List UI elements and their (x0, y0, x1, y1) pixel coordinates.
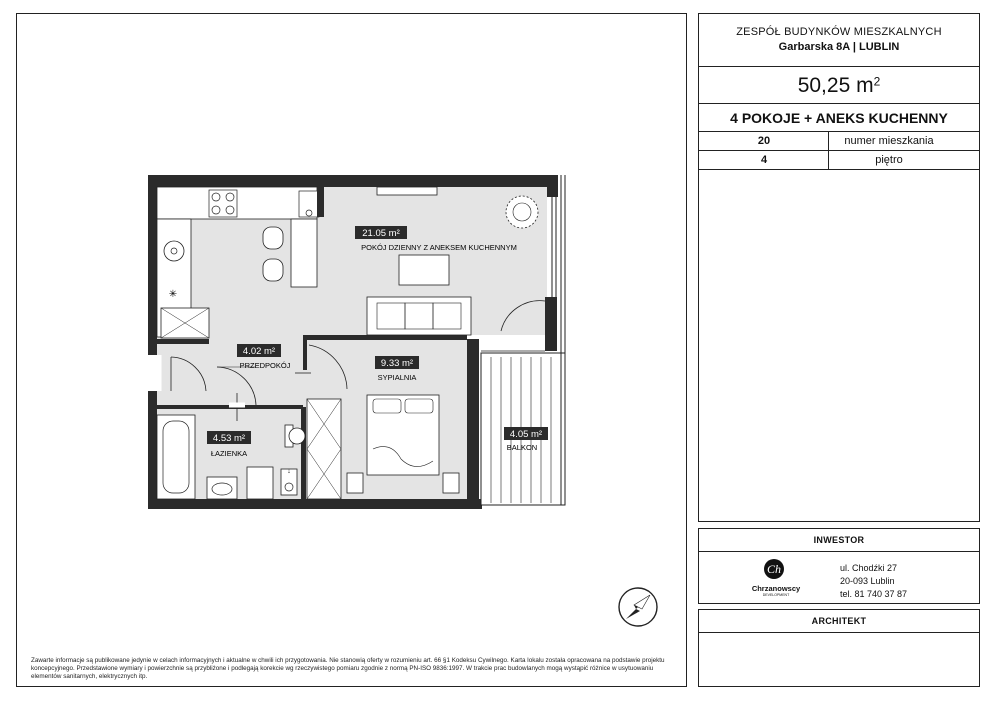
room-area-label: 4.02 m² (242, 346, 276, 357)
wall-bed-left (303, 340, 307, 370)
plan-frame (16, 13, 687, 687)
investor-phone: tel. 81 740 37 87 (840, 589, 908, 599)
bed (367, 395, 439, 475)
investor-address (840, 562, 907, 601)
floor-label: piętro (875, 154, 903, 166)
wall-bedroom-right (467, 339, 479, 509)
room-name-label: POKÓJ DZIENNY Z ANEKSEM KUCHENNYM (361, 243, 517, 252)
unit-number-value: 20 (757, 135, 771, 147)
unit-number-row (699, 132, 979, 151)
investor-header: INWESTOR (699, 529, 979, 552)
disclaimer-text: Zawarte informacje są publikowane jedynie w celach informacyjnych i aktualne w chwili ich przygotowania. Nie stanowią oferty w rozumieniu art. 66 §1 Kodeksu Cywilnego. Karta lokalu została opracowana na podstawie projektu koncepcyjnego. Przedstawione wymiary i powierzchnie są przybliżone i podlegają korekcie wg rzeczywistego pomiaru zgodnie z normą PN-ISO 9836:1997. W trakcie prac budowlanych mogą wystąpić różnice w usytuowaniu elementów sanitarnych, elektrycznych itp. (31, 657, 665, 681)
project-title: ZESPÓŁ BUDYNKÓW MIESZKALNYCH (736, 26, 942, 38)
wall-right-mid (545, 297, 557, 351)
wall-left-upper (148, 175, 157, 355)
kitchen-island (291, 219, 317, 287)
wardrobe (307, 399, 341, 499)
type-box (699, 104, 979, 132)
wall-bath-right (301, 407, 306, 499)
logo-text: Chrzanowscy (751, 584, 801, 593)
project-address: Garbarska 8A | LUBLIN (778, 41, 900, 53)
investor-city: 20-093 Lublin (840, 576, 895, 586)
svg-text:✳: ✳ (168, 289, 178, 300)
wall-top (148, 175, 558, 187)
unit-area-sup: 2 (873, 74, 881, 89)
wall-left-lower (148, 391, 157, 509)
wall-bottom (148, 499, 482, 509)
hall-floor (157, 335, 303, 407)
room-area-label: 21.05 m² (362, 228, 400, 239)
project-header (699, 14, 979, 67)
unit-number-label: numer mieszkania (844, 135, 934, 147)
room-name-label: SYPIALNIA (377, 373, 417, 382)
room-area-label: 4.05 m² (509, 429, 543, 440)
logo-subtext: DEVELOPMENT (762, 593, 790, 597)
wall-kitchen-stub (157, 339, 209, 344)
wall-bed-top (303, 335, 467, 340)
svg-text:↓: ↓ (287, 468, 291, 475)
compass-icon (619, 588, 657, 626)
floor-value: 4 (760, 154, 768, 166)
investor-panel (698, 528, 980, 604)
floor-plan (17, 14, 686, 686)
room-area-label: 9.33 m² (380, 358, 414, 369)
architect-panel (698, 609, 980, 687)
washbasin (207, 477, 237, 499)
investor-street: ul. Chodźki 27 (840, 563, 898, 573)
svg-text:Ch: Ch (766, 562, 782, 576)
plant-icon (506, 196, 538, 228)
floor-row (699, 151, 979, 170)
room-name-label: ŁAZIENKA (210, 449, 248, 458)
unit-type: 4 POKOJE + ANEKS KUCHENNY (730, 110, 948, 126)
room-name-label: BALKON (506, 443, 538, 452)
coffee-table (399, 255, 449, 285)
unit-area: 50,25 m (797, 74, 874, 97)
chrzanowscy-logo-icon (741, 557, 811, 597)
room-area-label: 4.53 m² (212, 433, 246, 444)
wall-right-upper (547, 175, 558, 197)
area-box (699, 67, 979, 104)
room-name-label: PRZEDPOKÓJ (239, 361, 291, 370)
info-panel (698, 13, 980, 522)
architect-header: ARCHITEKT (699, 610, 979, 633)
